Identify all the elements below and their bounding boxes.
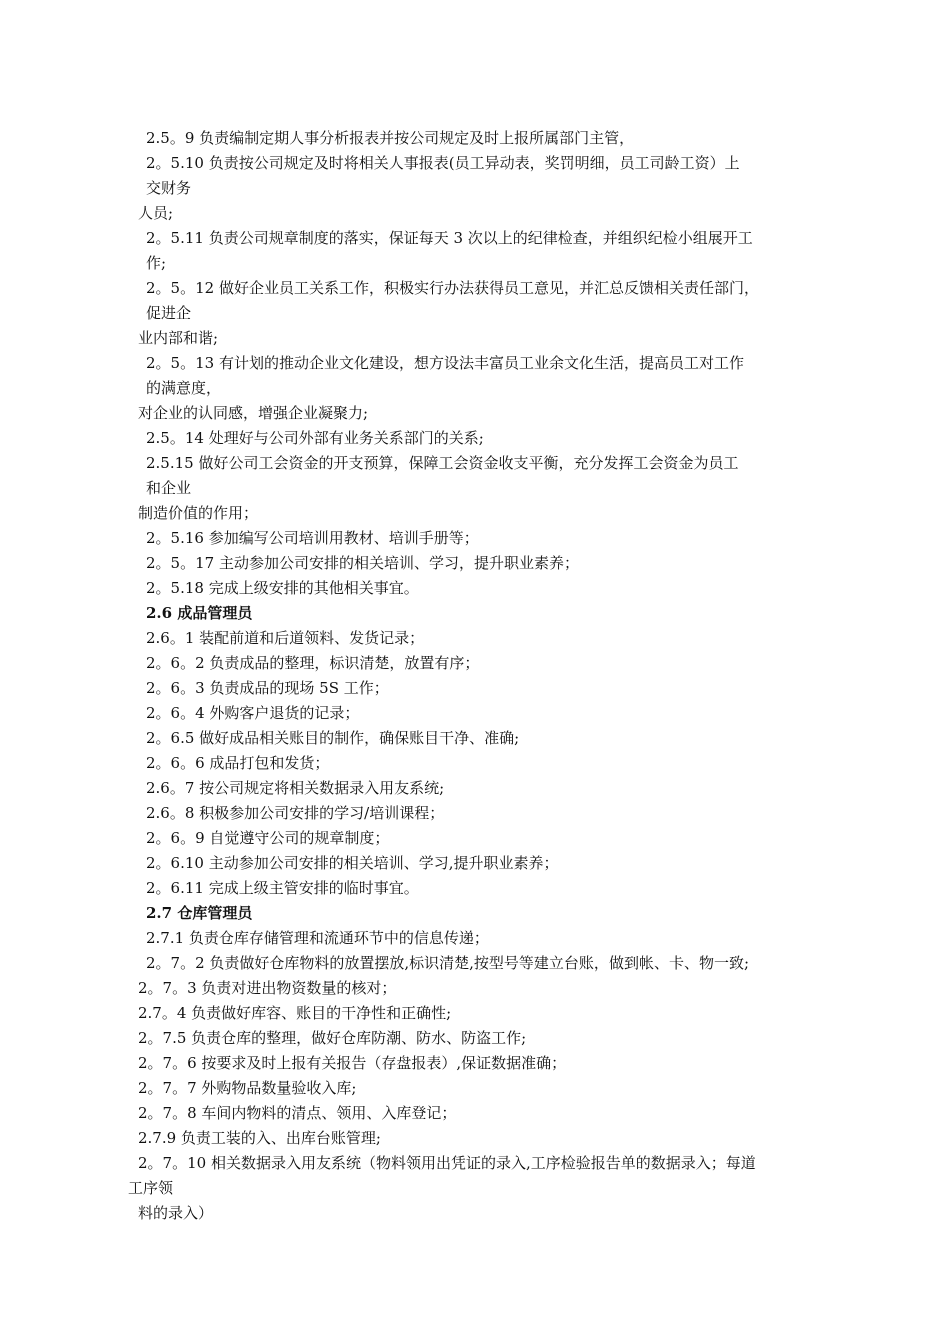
text-line: 2。7。6 按要求及时上报有关报告（存盘报表）,保证数据准确； <box>138 1054 567 1072</box>
section-heading: 2.6 成品管理员 <box>146 604 253 622</box>
text-line: 促进企 <box>146 304 192 322</box>
text-line: 业内部和谐; <box>138 329 219 347</box>
text-line: 2。6。2 负责成品的整理，标识清楚，放置有序； <box>146 654 480 672</box>
text-line: 2.7。4 负责做好库容、账目的干净性和正确性; <box>138 1004 452 1022</box>
text-line: 2.5。14 处理好与公司外部有业务关系部门的关系; <box>146 429 484 447</box>
text-line: 2。5。17 主动参加公司安排的相关培训、学习，提升职业素养； <box>146 554 579 572</box>
text-line: 对企业的认同感，增强企业凝聚力; <box>138 404 369 422</box>
text-line: 2。7。3 负责对进出物资数量的核对； <box>138 979 397 997</box>
text-line: 和企业 <box>146 479 192 497</box>
text-line: 的满意度， <box>146 379 222 397</box>
text-line: 2.7.1 负责仓库存储管理和流通环节中的信息传递； <box>146 929 489 947</box>
text-line: 2.5。9 负责编制定期人事分析报表并按公司规定及时上报所属部门主管， <box>146 129 635 147</box>
text-line: 2。5。13 有计划的推动企业文化建设，想方设法丰富员工业余文化生活，提高员工对工作 <box>146 354 744 372</box>
text-line: 2。6。6 成品打包和发货； <box>146 754 330 772</box>
text-line: 2。7。8 车间内物料的清点、领用、入库登记； <box>138 1104 457 1122</box>
text-line: 2。6。3 负责成品的现场 5S 工作； <box>146 679 389 697</box>
text-line: 作; <box>146 254 167 272</box>
text-line: 2。5.11 负责公司规章制度的落实，保证每天 3 次以上的纪律检查，并组织纪检小组展开工 <box>146 229 753 247</box>
text-line: 人员; <box>138 204 174 222</box>
text-line: 2。7。2 负责做好仓库物料的放置摆放,标识清楚,按型号等建立台账，做到帐、卡、物一致; <box>146 954 749 972</box>
text-line: 2。6.11 完成上级主管安排的临时事宜。 <box>146 879 419 897</box>
text-line: 2。5.10 负责按公司规定及时将相关人事报表(员工异动表，奖罚明细，员工司龄工资）上 <box>146 154 740 172</box>
section-heading: 2.7 仓库管理员 <box>146 904 253 922</box>
text-line: 2。7。7 外购物品数量验收入库; <box>138 1079 357 1097</box>
text-line: 2。7.5 负责仓库的整理，做好仓库防潮、防水、防盗工作; <box>138 1029 527 1047</box>
text-line: 2.6。7 按公司规定将相关数据录入用友系统; <box>146 779 445 797</box>
text-line: 2。7。10 相关数据录入用友系统（物料领用出凭证的录入,工序检验报告单的数据录入；每道 <box>138 1154 756 1172</box>
text-line: 料的录入） <box>138 1204 214 1222</box>
text-line: 2.5.15 做好公司工会资金的开支预算，保障工会资金收支平衡，充分发挥工会资金为员工 <box>146 454 739 472</box>
text-line: 2.6。8 积极参加公司安排的学习/培训课程； <box>146 804 445 822</box>
text-line: 2.6。1 装配前道和后道领料、发货记录； <box>146 629 425 647</box>
text-line: 2。6.5 做好成品相关账目的制作，确保账目干净、准确; <box>146 729 520 747</box>
text-line: 2。5。12 做好企业员工关系工作，积极实行办法获得员工意见，并汇总反馈相关责任部门， <box>146 279 759 297</box>
text-line: 2。6。9 自觉遵守公司的规章制度； <box>146 829 390 847</box>
text-line: 制造价值的作用； <box>138 504 259 522</box>
text-line: 2。6.10 主动参加公司安排的相关培训、学习,提升职业素养； <box>146 854 559 872</box>
text-line: 2.7.9 负责工装的入、出库台账管理; <box>138 1129 381 1147</box>
text-line: 2。5.16 参加编写公司培训用教材、培训手册等； <box>146 529 479 547</box>
text-line: 2。6。4 外购客户退货的记录； <box>146 704 360 722</box>
text-line: 2。5.18 完成上级安排的其他相关事宜。 <box>146 579 419 597</box>
text-line: 工序领 <box>128 1179 174 1197</box>
text-line: 交财务 <box>146 179 192 197</box>
